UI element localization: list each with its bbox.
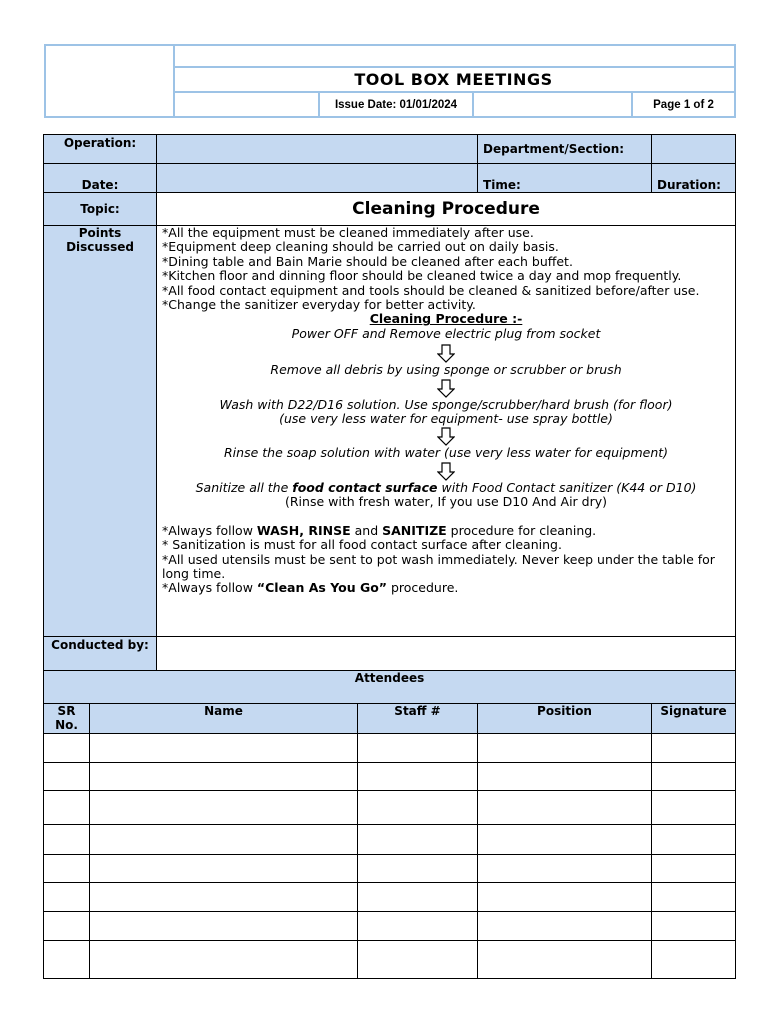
signature-cell[interactable] (652, 912, 736, 941)
table-row (44, 883, 736, 912)
step5-text-end: with Food Contact sanitizer (K44 or D10) (437, 479, 697, 495)
column-header-signature: Signature (652, 704, 736, 734)
signature-cell[interactable] (652, 883, 736, 912)
signature-cell[interactable] (652, 941, 736, 979)
table-row (44, 912, 736, 941)
signature-cell[interactable] (652, 791, 736, 825)
name-cell[interactable] (90, 825, 358, 855)
column-header-sr: SR No. (44, 704, 90, 734)
table-row (44, 855, 736, 883)
position-cell[interactable] (478, 855, 652, 883)
down-arrow-icon (437, 427, 455, 446)
duration-label: Duration: (652, 164, 736, 193)
department-label: Department/Section: (478, 135, 652, 164)
sr-cell[interactable] (44, 941, 90, 979)
sr-cell[interactable] (44, 855, 90, 883)
down-arrow-icon (437, 344, 455, 363)
procedure-step: Wash with D22/D16 solution. Use sponge/scrubber/hard brush (for floor) (219, 396, 673, 412)
note1-bold-1: WASH, RINSE (256, 522, 351, 538)
conducted-by-field[interactable] (157, 637, 736, 671)
staff-cell[interactable] (358, 883, 478, 912)
name-cell[interactable] (90, 941, 358, 979)
conducted-by-label: Conducted by: (44, 637, 157, 671)
sr-cell[interactable] (44, 763, 90, 791)
time-label: Time: (478, 164, 652, 193)
header-top-row (173, 46, 734, 68)
position-cell[interactable] (478, 734, 652, 763)
topic-label: Topic: (44, 193, 157, 226)
position-cell[interactable] (478, 883, 652, 912)
step5-bold-text: food contact surface (292, 479, 438, 495)
column-header-position: Position (478, 704, 652, 734)
position-cell[interactable] (478, 791, 652, 825)
name-cell[interactable] (90, 855, 358, 883)
document-title: TOOL BOX MEETINGS (173, 68, 734, 93)
header-empty-cell (173, 93, 320, 116)
position-cell[interactable] (478, 825, 652, 855)
procedure-step: Power OFF and Remove electric plug from socket (291, 325, 601, 341)
header-info-row (173, 93, 734, 116)
name-cell[interactable] (90, 912, 358, 941)
issue-date: Issue Date: 01/01/2024 (320, 93, 474, 116)
sr-cell[interactable] (44, 791, 90, 825)
signature-cell[interactable] (652, 734, 736, 763)
procedure-step: Rinse the soap solution with water (use very less water for equipment) (224, 445, 669, 461)
date-label: Date: (44, 164, 157, 193)
staff-cell[interactable] (358, 941, 478, 979)
signature-cell[interactable] (652, 855, 736, 883)
page-number: Page 1 of 2 (653, 98, 714, 111)
procedure-step-note: (use very less water for equipment- use spray bottle) (279, 411, 613, 427)
staff-cell[interactable] (358, 734, 478, 763)
name-cell[interactable] (90, 763, 358, 791)
points-content (157, 226, 736, 637)
bullet-point: *All the equipment must be cleaned immediately after use. (162, 225, 534, 240)
procedure-step (162, 481, 730, 495)
column-header-staff: Staff # (358, 704, 478, 734)
step5-text: Sanitize all the (195, 479, 293, 495)
note-line (162, 581, 730, 595)
bullet-point: *Equipment deep cleaning should be carried out on daily basis. (162, 239, 559, 255)
procedure-step: Remove all debris by using sponge or scrubber or brush (270, 362, 622, 378)
table-row (44, 734, 736, 763)
note1-bold-2: SANITIZE (382, 522, 447, 538)
down-arrow-icon (437, 462, 455, 481)
name-cell[interactable] (90, 791, 358, 825)
procedure-title: Cleaning Procedure :- (369, 311, 523, 327)
header-empty-cell (474, 93, 633, 116)
column-header-name: Name (90, 704, 358, 734)
note1-text: *Always follow (162, 522, 257, 538)
staff-cell[interactable] (358, 912, 478, 941)
name-cell[interactable] (90, 734, 358, 763)
note1-text-end: procedure for cleaning. (446, 522, 597, 538)
table-row (44, 941, 736, 979)
name-cell[interactable] (90, 883, 358, 912)
staff-cell[interactable] (358, 825, 478, 855)
points-label: Points Discussed (44, 226, 157, 637)
table-row (44, 763, 736, 791)
sr-cell[interactable] (44, 734, 90, 763)
document-header (44, 44, 736, 118)
department-field[interactable] (652, 135, 736, 164)
bullet-point: *All food contact equipment and tools should be cleaned & sanitized before/after use. (162, 282, 700, 298)
staff-cell[interactable] (358, 791, 478, 825)
note-line: * Sanitization is must for all food contact surface after cleaning. (162, 537, 562, 553)
attendees-title: Attendees (44, 671, 736, 704)
sr-cell[interactable] (44, 825, 90, 855)
note-line (162, 524, 730, 538)
sr-cell[interactable] (44, 912, 90, 941)
operation-label: Operation: (44, 135, 157, 164)
topic-value: Cleaning Procedure (157, 193, 736, 226)
down-arrow-icon (437, 379, 455, 398)
signature-cell[interactable] (652, 825, 736, 855)
note-line: *All used utensils must be sent to pot wash immediately. Never keep under the table for long time. (162, 551, 715, 581)
bullet-point: *Kitchen floor and dinning floor should be cleaned twice a day and mop frequently. (162, 268, 682, 284)
operation-field[interactable] (157, 135, 478, 164)
bullet-point: *Change the sanitizer everyday for better activity. (162, 297, 476, 313)
position-cell[interactable] (478, 763, 652, 791)
note4-text: *Always follow (162, 580, 257, 596)
note1-text-mid: and (350, 522, 383, 538)
table-row (44, 825, 736, 855)
note4-bold: “Clean As You Go” (256, 580, 388, 596)
meeting-form (43, 134, 736, 979)
procedure-step-note: (Rinse with fresh water, If you use D10 And Air dry) (285, 494, 608, 510)
position-cell[interactable] (478, 941, 652, 979)
date-field[interactable] (157, 164, 478, 193)
sr-cell[interactable] (44, 883, 90, 912)
staff-cell[interactable] (358, 763, 478, 791)
signature-cell[interactable] (652, 763, 736, 791)
logo-cell (46, 46, 175, 116)
bullet-point: *Dining table and Bain Marie should be cleaned after each buffet. (162, 253, 573, 269)
staff-cell[interactable] (358, 855, 478, 883)
position-cell[interactable] (478, 912, 652, 941)
table-row (44, 791, 736, 825)
note4-text-end: procedure. (387, 580, 459, 596)
